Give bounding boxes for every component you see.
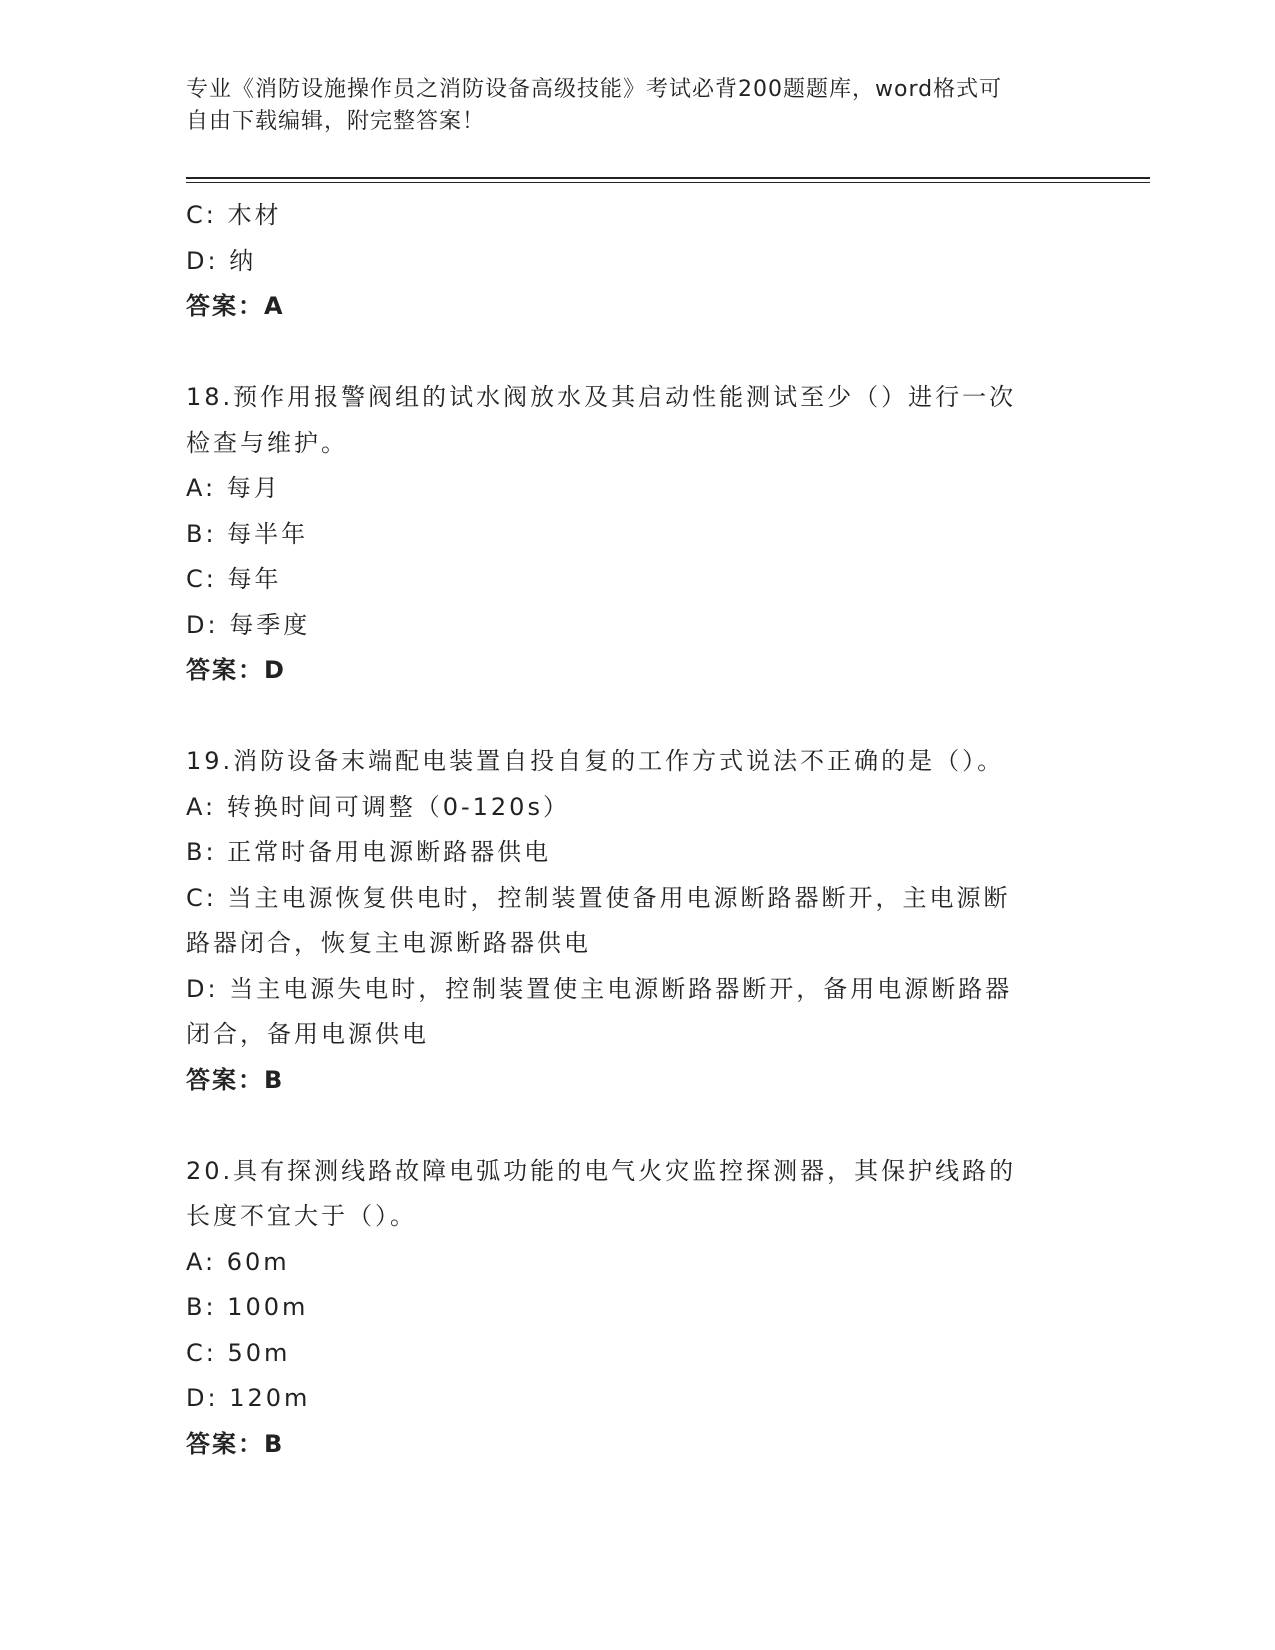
- option-a: A: 每月: [186, 474, 281, 502]
- option-d: D: 纳: [186, 246, 257, 275]
- answer: 答案：D: [186, 656, 286, 684]
- option-c-line-2: 路器闭合，恢复主电源断路器供电: [186, 929, 591, 957]
- option-d: D: 每季度: [186, 610, 311, 639]
- answer: 答案：B: [186, 1429, 285, 1458]
- header-divider: [186, 177, 1150, 183]
- option-c-line-1: C: 当主电源恢复供电时，控制装置使备用电源断路器断开，主电源断: [186, 883, 1011, 912]
- option-c: C: 每年: [186, 565, 282, 593]
- header-title-line-1: 专业《消防设施操作员之消防设备高级技能》考试必背200题题库，word格式可: [186, 77, 1003, 102]
- question-19: [186, 739, 1066, 1103]
- option-b: B: 每半年: [186, 519, 309, 548]
- spacer: [186, 1103, 1066, 1149]
- option-a: A: 60m: [186, 1247, 290, 1276]
- option-c: C: 50m: [186, 1338, 291, 1367]
- question-17: [186, 193, 1066, 330]
- option-d-line-2: 闭合，备用电源供电: [186, 1020, 429, 1048]
- question-text-line-1: 20.具有探测线路故障电弧功能的电气火灾监控探测器，其保护线路的: [186, 1156, 1017, 1185]
- question-20: [186, 1149, 1066, 1468]
- answer: 答案：B: [186, 1065, 285, 1094]
- option-a: A: 转换时间可调整（0-120s）: [186, 792, 570, 821]
- answer: 答案：A: [186, 292, 285, 320]
- question-text-line-2: 检查与维护。: [186, 428, 348, 457]
- option-d-line-1: D: 当主电源失电时，控制装置使主电源断路器断开，备用电源断路器: [186, 974, 1013, 1003]
- option-c: C: 木材: [186, 201, 282, 229]
- spacer: [186, 694, 1066, 740]
- question-18: [186, 375, 1066, 694]
- option-b: B: 正常时备用电源断路器供电: [186, 838, 552, 866]
- spacer: [186, 330, 1066, 376]
- option-d: D: 120m: [186, 1384, 311, 1412]
- question-text-line-1: 18.预作用报警阀组的试水阀放水及其启动性能测试至少（）进行一次: [186, 383, 1017, 411]
- option-b: B: 100m: [186, 1293, 309, 1321]
- question-text: 19.消防设备末端配电装置自投自复的工作方式说法不正确的是（）。: [186, 747, 1005, 775]
- question-list: [186, 193, 1066, 1467]
- question-text-line-2: 长度不宜大于（）。: [186, 1202, 417, 1230]
- header-title-line-2: 自由下载编辑，附完整答案！: [186, 109, 486, 134]
- document-header: [186, 74, 1066, 138]
